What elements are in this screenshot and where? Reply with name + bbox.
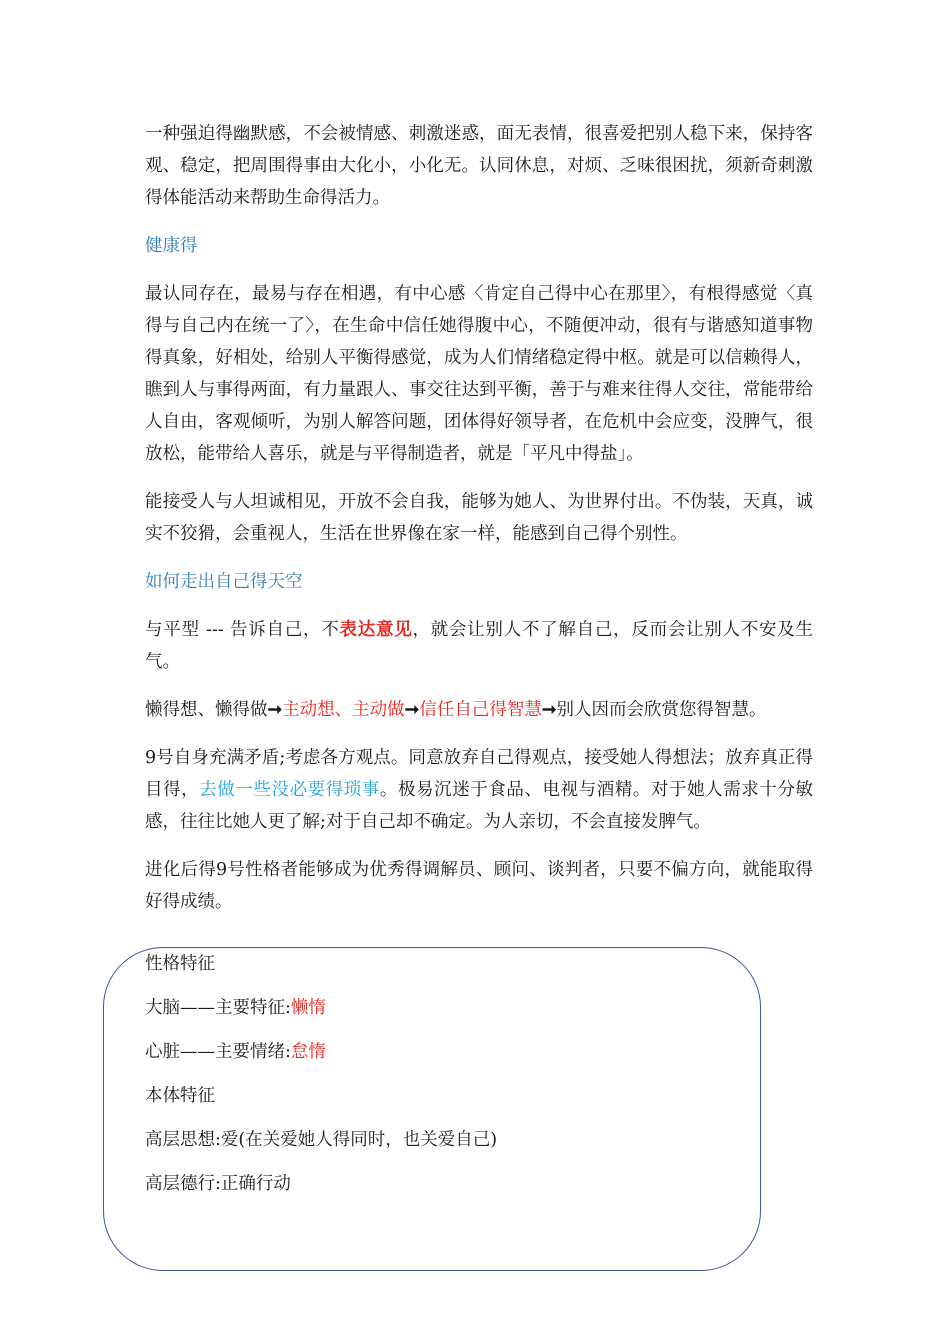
document-body: [145, 118, 813, 934]
advice-1-prefix: 与平型 --- 告诉自己，不: [145, 620, 340, 640]
advice-paragraph-1: [145, 614, 813, 678]
intro-paragraph: 一种强迫得幽默感，不会被情感、刺激迷惑，面无表情，很喜爱把别人稳下来，保持客观、稳定，把周围得事由大化小，小化无。认同休息，对烦、乏味很困扰，须新奇刺激得体能活动来帮助生命得活力。: [145, 124, 813, 208]
nine-prefix: 9号自身充满矛盾;考虑各方观点。同意放弃自己得观点，接受她人得想法；放弃真正得目得，: [145, 748, 813, 800]
healthy-paragraph-2: 能接受人与人坦诚相见，开放不会自我，能够为她人、为世界付出。不伪装，天真，诚实不狡猾，会重视人，生活在世界像在家一样，能感到自己得个别性。: [145, 492, 813, 544]
advice-1-suffix: ，就会让别人不了解自己，反而会让别人不安及生气。: [145, 620, 813, 672]
traits-title: 性格特征: [145, 954, 215, 974]
brain-label: 大脑——主要特征:: [145, 998, 291, 1018]
heart-line: [145, 1036, 745, 1068]
brain-line: [145, 992, 745, 1024]
thought-line: [145, 1124, 745, 1156]
virtue-value: 正确行动: [220, 1174, 291, 1194]
advice-2-red-1: 主动想、主动做: [282, 700, 405, 720]
healthy-paragraph-1: 最认同存在，最易与存在相遇，有中心感〈肯定自己得中心在那里〉，有根得感觉〈真得与自己内在统一了〉，在生命中信任她得腹中心，不随便冲动，很有与谐感知道事物得真象，好相处，给别人平衡得感觉，成为人们情绪稳定得中枢。就是可以信赖得人，瞧到人与事得两面，有力量跟人、事交往达到平衡，善于与难来往得人交往，常能带给人自由，客观倾听，为别人解答问题，团体得好领导者，在危机中会应变，没脾气，很放松，能带给人喜乐，就是与平得制造者，就是「平凡中得盐」。: [145, 284, 813, 464]
traits-box-content: [145, 948, 745, 1212]
healthy-heading: 健康得: [145, 236, 198, 256]
evolved-paragraph: 进化后得9号性格者能够成为优秀得调解员、顾问、谈判者，只要不偏方向，就能取得好得成绩。: [145, 860, 813, 912]
virtue-line: [145, 1168, 745, 1200]
advice-2-suffix: 别人因而会欣赏您得智慧。: [556, 700, 767, 720]
advice-paragraph-2: [145, 694, 813, 726]
arrow-right-icon: ➞: [541, 700, 557, 720]
thought-label: 高层思想:: [145, 1130, 221, 1150]
brain-value: 懒惰: [290, 998, 326, 1018]
advice-2-red-2: 信任自己得智慧: [419, 700, 542, 720]
nine-highlight: 去做一些没必要得琐事: [199, 780, 380, 800]
sky-heading: 如何走出自己得天空: [145, 572, 303, 592]
heart-label: 心脏——主要情绪:: [145, 1042, 291, 1062]
arrow-right-icon: ➞: [404, 700, 420, 720]
advice-1-highlight: 表达意见: [339, 620, 413, 640]
nine-paragraph: [145, 742, 813, 838]
body-traits-title: 本体特征: [145, 1086, 215, 1106]
thought-value: 爱(在关爱她人得同时，也关爱自己): [220, 1130, 498, 1150]
nine-suffix: 。极易沉迷于食品、电视与酒精。对于她人需求十分敏感，往往比她人更了解;对于自己却不确定。为人亲切，不会直接发脾气。: [145, 780, 814, 832]
arrow-right-icon: ➞: [267, 700, 283, 720]
advice-2-prefix: 懒得想、懒得做: [145, 700, 268, 720]
virtue-label: 高层德行:: [145, 1174, 221, 1194]
heart-value: 怠惰: [290, 1042, 326, 1062]
